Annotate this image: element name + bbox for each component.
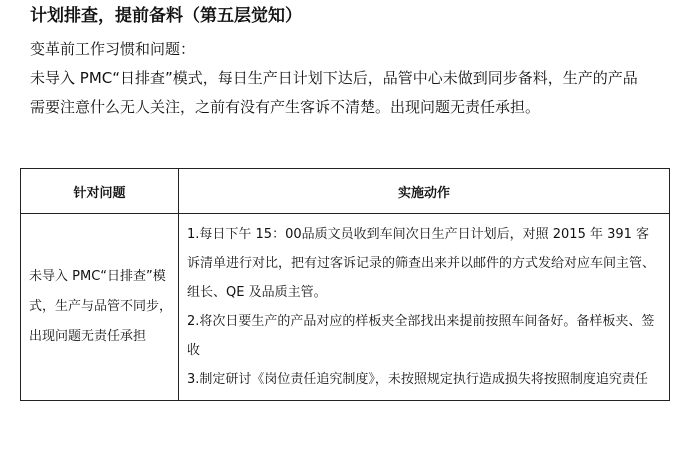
action-item-3: 3.制定研讨《岗位责任追究制度》，未按照规定执行造成损失将按照制度追究责任 bbox=[187, 372, 648, 387]
action-item-2: 2.将次日要生产的产品对应的样板夹全部找出来提前按照车间备好。备样板夹、签收 bbox=[187, 314, 655, 358]
table-row bbox=[21, 214, 670, 401]
header-issue: 针对问题 bbox=[21, 169, 179, 214]
action-table bbox=[20, 168, 670, 401]
intro-body: 未导入 PMC“日排查”模式，每日生产日计划下达后，品管中心未做到同步备料，生产的产品需要注意什么无人关注，之前有没有产生客诉不清楚。出现问题无责任承担。 bbox=[30, 69, 638, 116]
section-title: 计划排查，提前备料（第五层觉知） bbox=[30, 6, 302, 26]
issue-cell: 未导入 PMC“日排查”模式，生产与品管不同步，出现问题无责任承担 bbox=[21, 214, 179, 401]
action-cell bbox=[179, 214, 670, 401]
intro-heading: 变革前工作习惯和问题： bbox=[30, 40, 196, 58]
table-header-row bbox=[21, 169, 670, 214]
action-item-1: 1.每日下午 15：00品质文员收到车间次日生产日计划后，对照 2015 年 391 客诉清单进行对比，把有过客诉记录的筛查出来并以邮件的方式发给对应车间主管、组长、QE 及品质主管。 bbox=[187, 227, 656, 300]
intro-block bbox=[30, 35, 650, 122]
header-action: 实施动作 bbox=[179, 169, 670, 214]
